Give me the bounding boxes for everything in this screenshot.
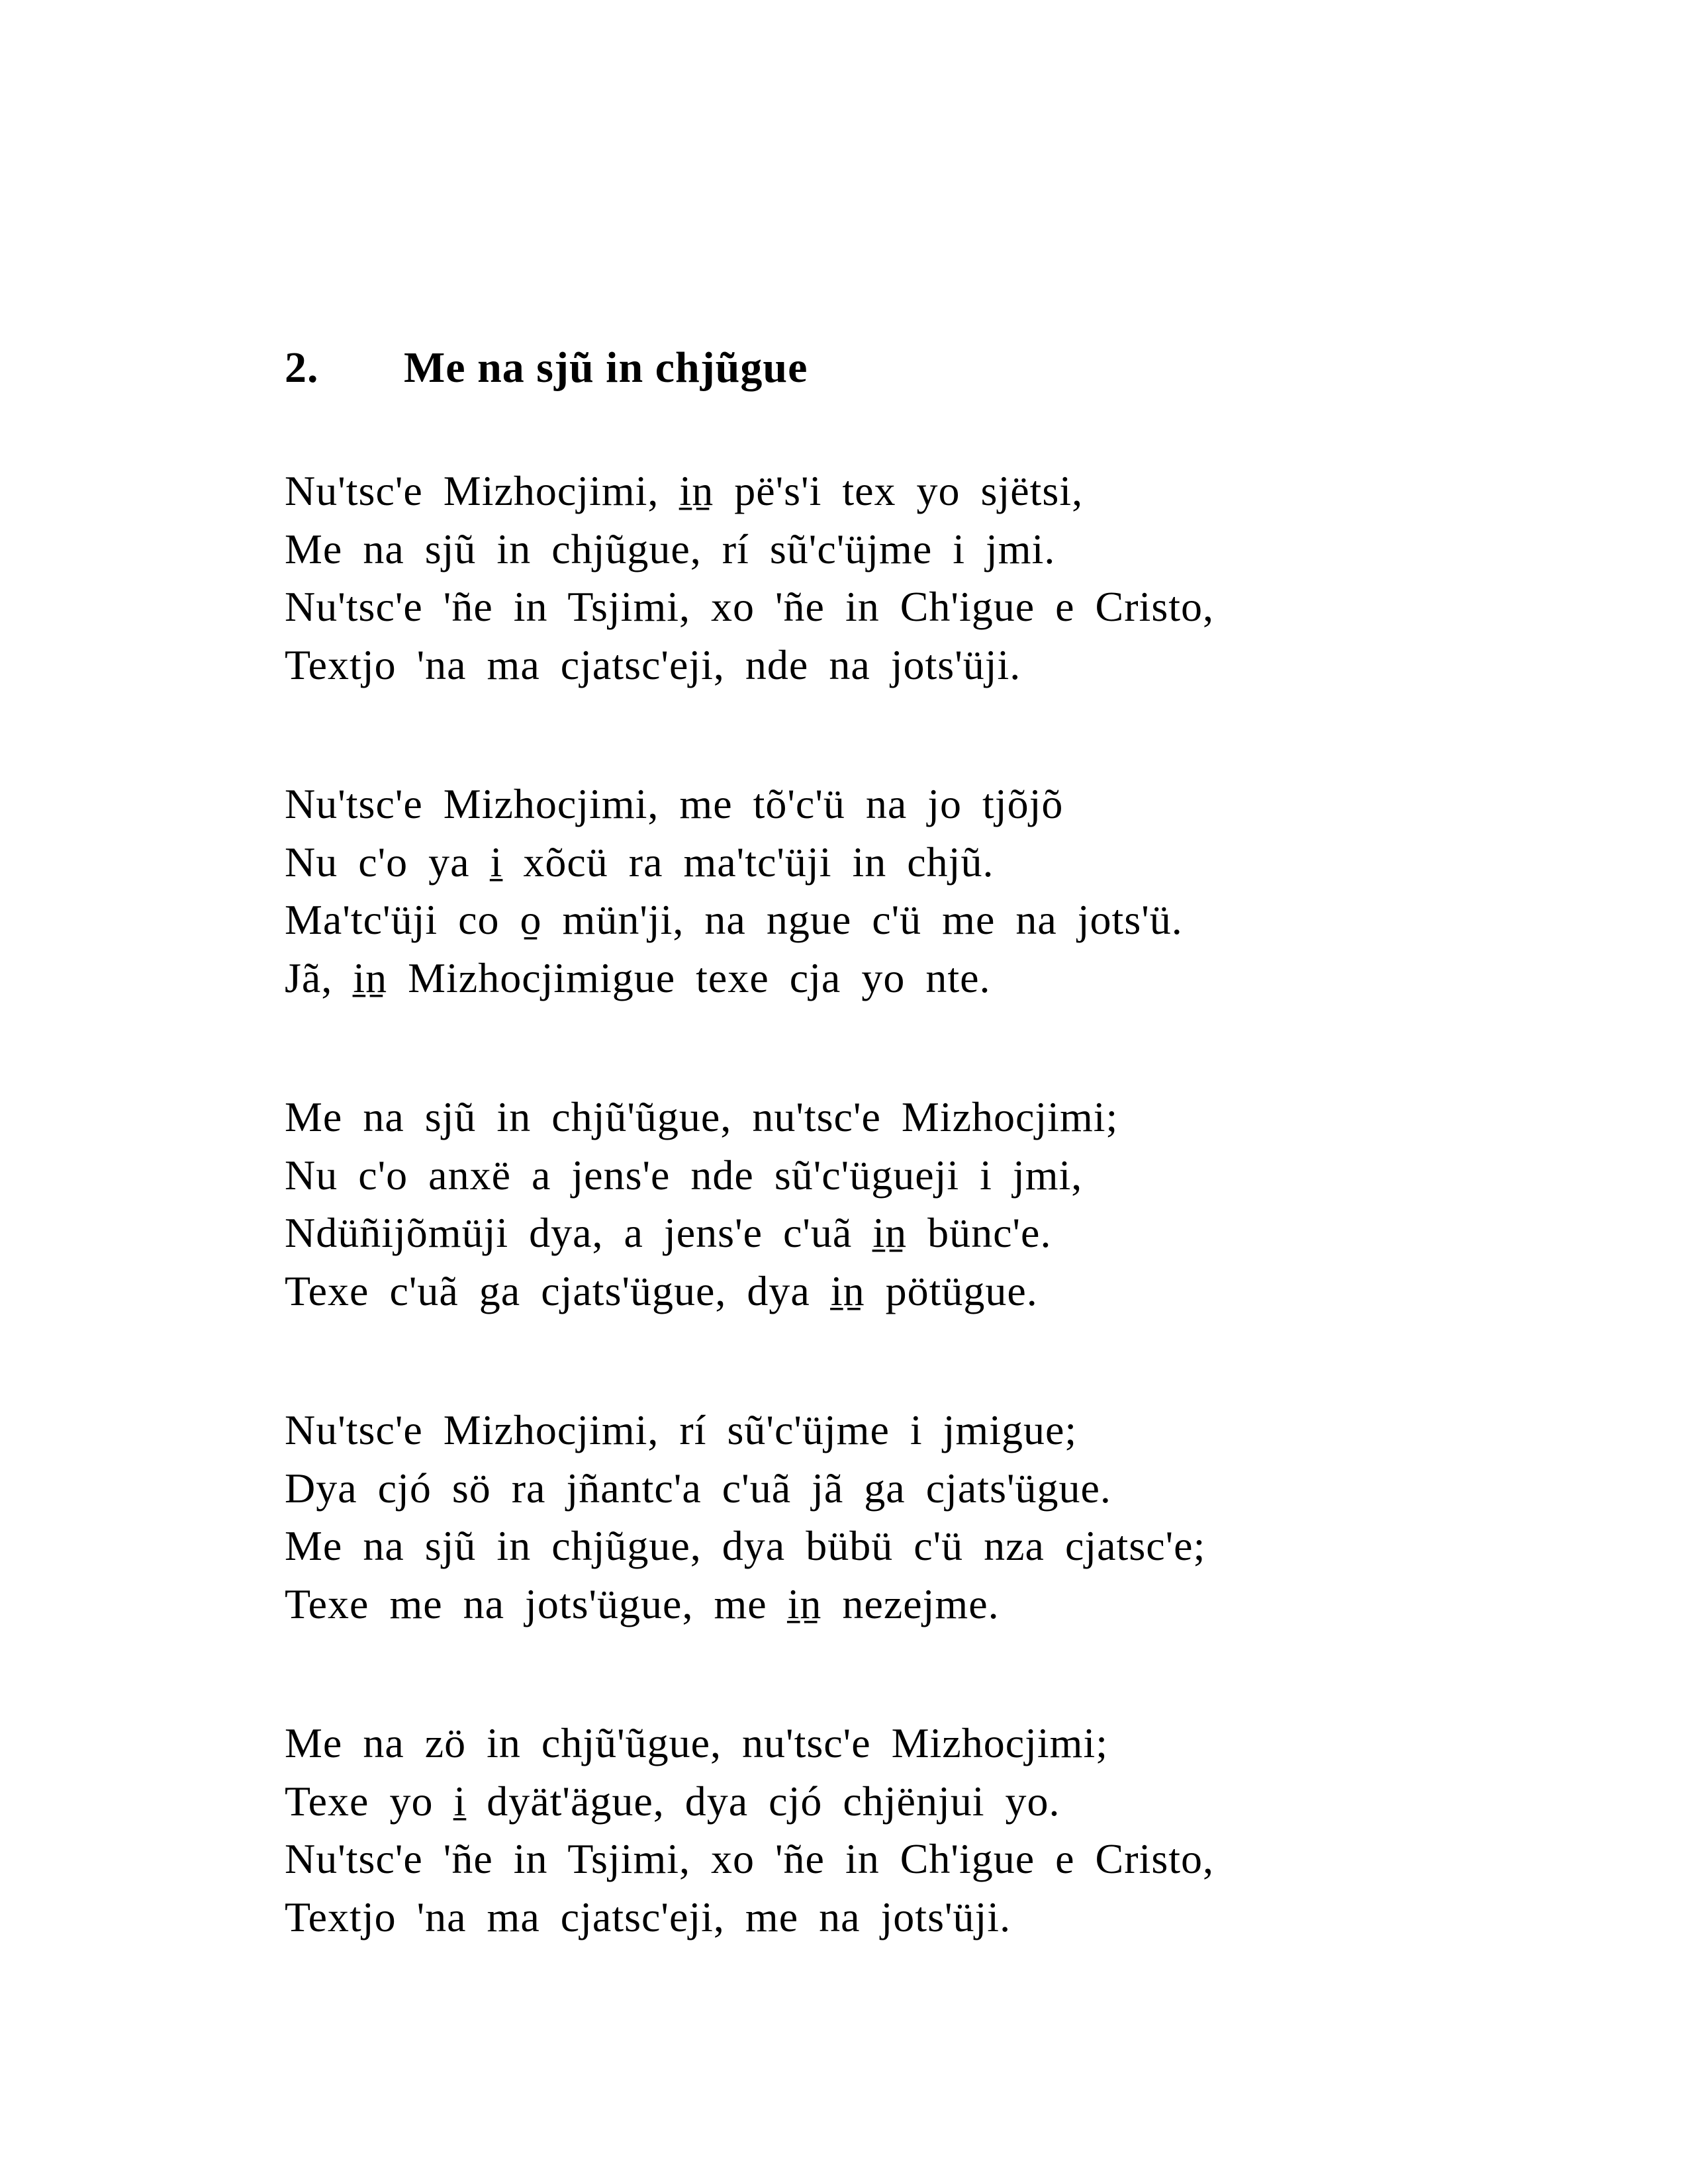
stanza-line: Nu'tsc'e 'ñe in Tsjimi, xo 'ñe in Ch'igue e Cristo, <box>285 583 1214 630</box>
stanza-line: Me na sjũ in chjũgue, dya bübü c'ü nza cjatsc'e; <box>285 1522 1206 1569</box>
stanza-line: Texe c'uã ga cjats'ügue, dya i̱ṉ pötügue. <box>285 1267 1038 1314</box>
song-heading <box>285 343 808 393</box>
stanza-line: Texe me na jots'ügue, me i̱ṉ nezejme. <box>285 1580 1000 1627</box>
stanza-line: Nu c'o ya i̱ xõcü ra ma'tc'üji in chjũ. <box>285 838 994 886</box>
stanza-line: Nu'tsc'e Mizhocjimi, i̱ṉ pë's'i tex yo sjëtsi, <box>285 467 1084 514</box>
stanza-line: Ma'tc'üji co o̱ mün'ji, na ngue c'ü me na jots'ü. <box>285 896 1183 943</box>
song-title: Me na sjũ in chjũgue <box>404 343 808 392</box>
stanza-line: Nu'tsc'e Mizhocjimi, me tõ'c'ü na jo tjõjõ <box>285 780 1064 827</box>
stanza-4 <box>285 1401 1542 1633</box>
song-number: 2. <box>285 343 319 392</box>
stanza-line: Nu'tsc'e Mizhocjimi, rí sũ'c'üjme i jmigue; <box>285 1406 1078 1453</box>
stanza-2 <box>285 775 1542 1007</box>
stanza-line: Me na zö in chjũ'ũgue, nu'tsc'e Mizhocjimi; <box>285 1719 1108 1766</box>
stanza-line: Ndüñijõmüji dya, a jens'e c'uã i̱ṉ bünc'e. <box>285 1209 1052 1256</box>
stanza-line: Texe yo i̱ dyät'ägue, dya cjó chjënjui yo. <box>285 1777 1060 1825</box>
stanza-line: Me na sjũ in chjũgue, rí sũ'c'üjme i jmi. <box>285 525 1056 572</box>
stanza-line: Me na sjũ in chjũ'ũgue, nu'tsc'e Mizhocjimi; <box>285 1093 1119 1140</box>
stanza-line: Textjo 'na ma cjatsc'eji, me na jots'üji. <box>285 1893 1011 1940</box>
stanza-5 <box>285 1714 1542 1946</box>
stanza-line: Jã, i̱ṉ Mizhocjimigue texe cja yo nte. <box>285 954 991 1001</box>
stanza-3 <box>285 1088 1542 1320</box>
stanza-line: Textjo 'na ma cjatsc'eji, nde na jots'üji. <box>285 641 1021 688</box>
stanza-line: Nu'tsc'e 'ñe in Tsjimi, xo 'ñe in Ch'igue e Cristo, <box>285 1835 1214 1882</box>
stanza-1 <box>285 462 1542 694</box>
stanza-line: Nu c'o anxë a jens'e nde sũ'c'ügueji i jmi, <box>285 1151 1083 1199</box>
song-body <box>285 462 1542 2027</box>
stanza-line: Dya cjó sö ra jñantc'a c'uã jã ga cjats'ügue. <box>285 1464 1111 1512</box>
